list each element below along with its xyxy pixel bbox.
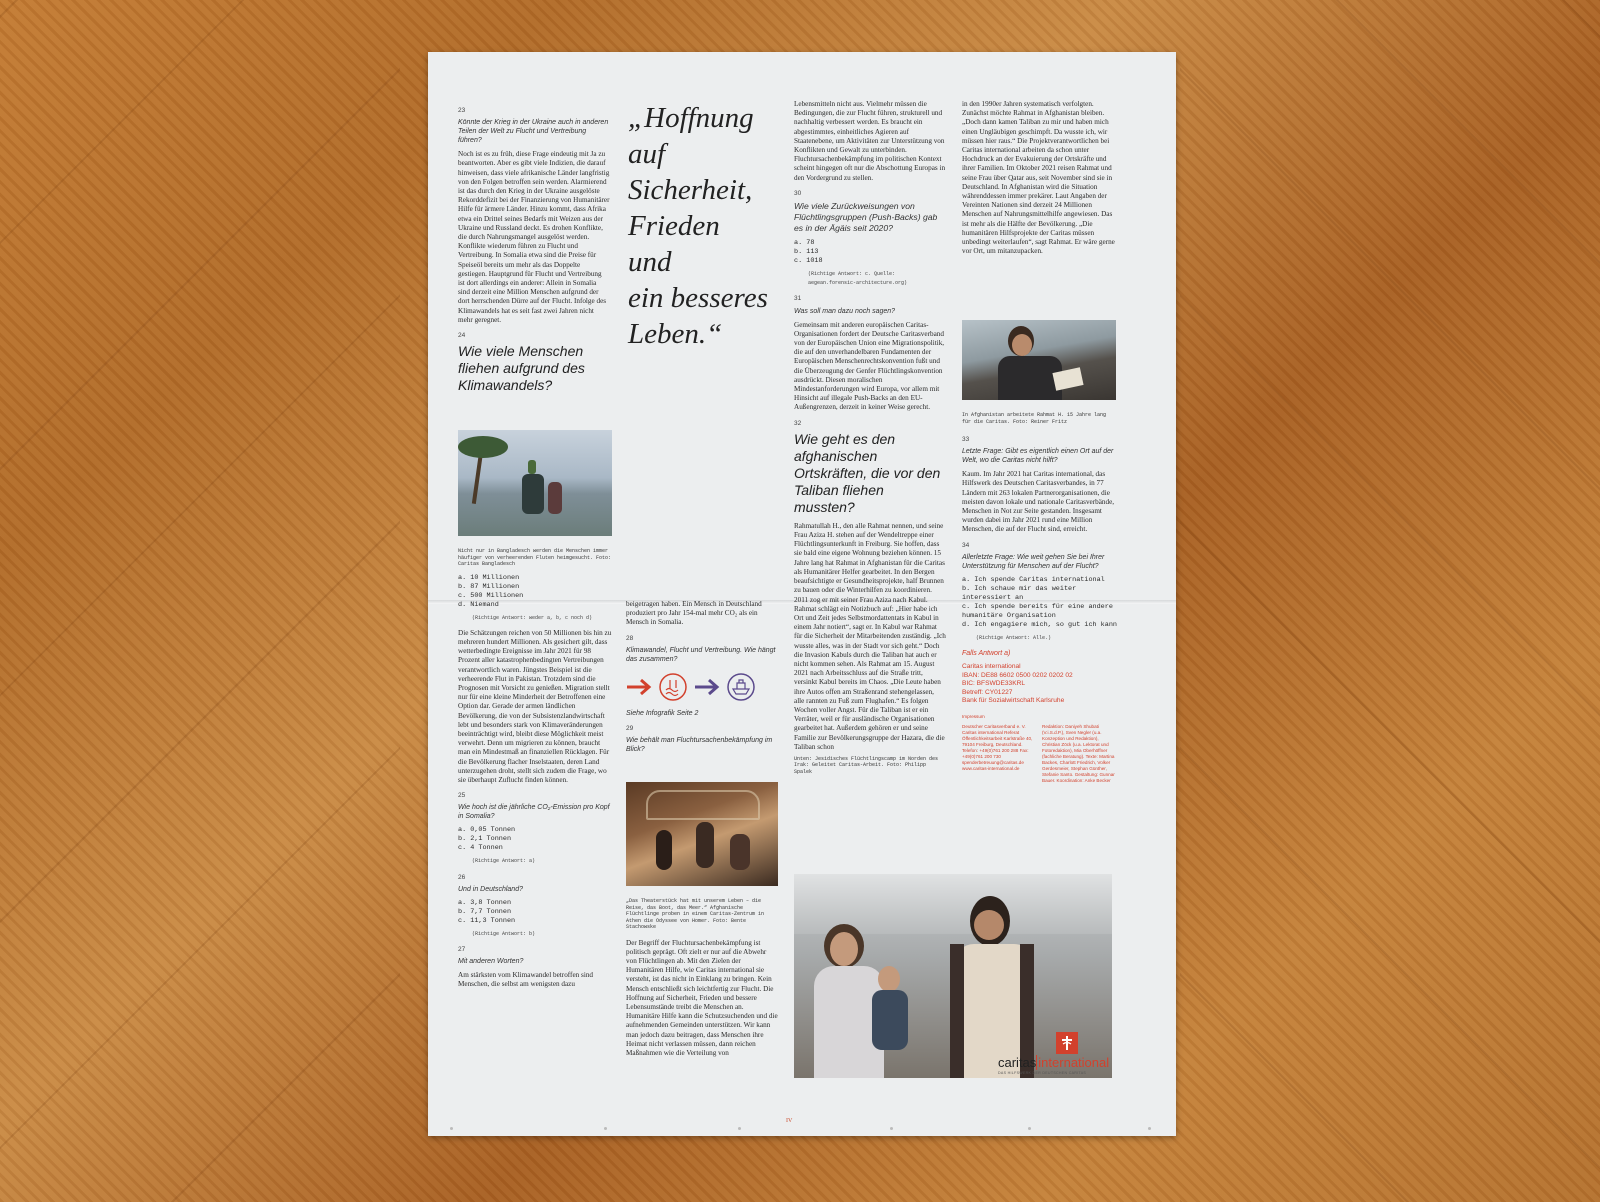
question-number: 24 [458,332,466,340]
pull-quote [628,100,788,352]
option: b. 87 Millionen [458,582,520,591]
answer-text-27: Am stärksten vom Klimawandel betroffen sind Menschen, die selbst am wenigsten dazu [458,971,594,989]
column-1-lower [458,548,612,994]
quote-line: Leben.“ [628,318,723,350]
options-24 [458,574,612,610]
perforation [1028,1127,1031,1130]
option: c. Ich spende bereits für eine andere humanitäre Organisation [962,602,1113,620]
option: c. 1018 [794,257,823,266]
question-number: 34 [962,541,970,549]
option: a. 3,8 Tonnen [458,898,512,907]
column-1 [458,100,610,400]
correct-answer: (Richtige Antwort: Alle.) [976,634,1052,641]
answer-text-27-cont: beigetragen haben. Ein Mensch in Deutschland produziert pro Jahr 154-mal mehr CO₂ als ein Mensch in Somalia. [626,600,762,627]
question-30: Wie viele Zurückweisungen von Flüchtlingsgruppen (Push-Backs) gab es in der Ägäis seit 2020? [794,201,938,234]
portrait-photo [962,320,1116,400]
logo-text-international: international [1038,1055,1110,1070]
answer-text-32: Rahmatullah H., den alle Rahmat nennen, und seine Frau Aziza H. stehen auf der Wendeltreppe einer Flüchtlingsunterkunft in Freiburg. Sie hoffen, dass sie bald eine eigene Wohnung beziehen können. 15 Jahre lang hat Rahmat in Afghanistan für die Caritas als Humanitärer Helfer gearbeitet. In den Bergen beaufsichtigte er Gesundheitsprojekte, half Brunnen zu bauen oder die Winterhilfen zu koordinieren. 2011 zog er mit seiner Frau Aziza nach Kabul. Rahmat schlägt ein Notizbuch auf: „Hier habe ich Ort und Zeit jedes Selbstmordattentats in Kabul in einem Jahr notiert“, sagt er. In Kabul war Rahmat für die Sicherheit der Mitarbeitenden zuständig. „Ich wusste alles, was in der Stadt vor sich geht.“ Doch die Invasion Kabuls durch die Taliban hat auch er nicht kommen sehen. Als Rahmat am 15. August 2021 nach Arbeitsschluss auf die Straße tritt, versinkt Kabul bereits im Chaos. „Die Leute haben ihre Autos offen am Straßenrand stehengelassen, alle rannten zu Fuß zum Flughafen.“ Es folgen Wochen voller Angst. Für die Taliban ist er ein Verräter, weil er für ausländische Organisationen gearbeitet hat. Außerdem gehören er und seine Familie zur Bevölkerungsgruppe der Hazara, die die Taliban schon [794,521,946,751]
options-34 [962,576,1118,630]
option: c. 11,3 Tonnen [458,916,516,925]
answer-text-33: Kaum. Im Jahr 2021 hat Caritas international, das Hilfswerk des Deutschen Caritasverbandes, in 77 Ländern mit 263 lokalen Partnerorganisationen, die meisten davon lokale und nationale Caritasverbände, Menschen in Not zur Seite gestanden. Insgesamt wurden dabei im Jahr 2021 rund eine Million Menschen, die auf der Flucht sind, erreicht. [962,470,1115,534]
option: a. Ich spende Caritas international [962,575,1105,584]
question-33: Letzte Frage: Gibt es eigentlich einen Ort auf der Welt, wo die Caritas nicht hilft? [962,448,1114,465]
wood-grain-right [1180,0,1600,1202]
arrow-purple-icon [694,678,720,696]
option: b. Ich schaue mir das weiter interessiert an [962,584,1077,602]
question-number: 31 [794,295,802,303]
photo-caption: Nicht nur in Bangladesch werden die Menschen immer häufiger von verheerenden Fluten heimgesucht. Foto: Caritas Bangladesch [458,548,612,567]
photo-caption: „Das Theaterstück hat mit unserem Leben – die Reise, das Boot, das Meer.“ Afghanische Flüchtlinge proben in einem Caritas-Zentrum in Athen die Odyssee von Homer. Foto: Bente Stachowske [626,898,765,930]
question-23: Könnte der Krieg in der Ukraine auch in anderen Teilen der Welt zu Flucht und Vertreibung führen? [458,119,609,145]
wood-grain-left [0,0,400,1202]
page-number: IV [786,1118,793,1124]
bank-line: IBAN: DE88 6602 0500 0202 0202 02 [962,671,1073,679]
correct-answer: (Richtige Antwort: a) [472,858,536,865]
bank-line: Caritas international [962,663,1021,671]
question-34: Allerletzte Frage: Wie weit gehen Sie bei Ihrer Unterstützung für Menschen auf der Flucht? [962,553,1105,570]
question-number: 29 [626,724,634,732]
question-number: 30 [794,189,802,197]
question-number: 25 [458,792,466,800]
flood-photo [458,430,612,536]
option: b. 7,7 Tonnen [458,907,512,916]
question-31: Was soll man dazu noch sagen? [794,307,896,315]
answer-text-32-cont: in den 1990er Jahren systematisch verfolgten. Zunächst möchte Rahmat in Afghanistan bleiben. „Doch dann kamen Taliban zu mir und haben mich einen Ungläubigen geschimpft. Da wusste ich, wir müssen hier raus.“ Die Projektverantwortlichen bei Caritas international arbeiten da schon unter Hochdruck an der Evakuierung der Ortskräfte und ihrer Familien. Im Oktober 2021 reisen Rahmat und seine Frau über Qatar aus, seit November sind sie in Deutschland. In Afghanistan wird die Situation währenddessen immer prekärer. Laut Angaben der Vereinten Nationen sind derzeit 24 Millionen Menschen auf Nahrungsmittelhilfe angewiesen. Das ist mehr als die Hälfte der Bevölkerung. „Die humanitären Hilfsprojekte der Caritas müssen unbedingt weiterlaufen“, sagt Rahmat. Er wäre gerne vor Ort, um mitanzupacken. [962,100,1115,256]
bank-details [962,663,1118,706]
question-26: Und in Deutschland? [458,885,523,893]
option: b. 113 [794,248,819,257]
options-25 [458,826,612,853]
correct-answer: (Richtige Antwort: b) [472,930,536,937]
quote-line: ein besseres [628,282,768,314]
photo-caption: Unten: Jesidisches Flüchtlingscamp im Norden des Irak: Geleitet Caritas-Arbeit. Foto: Philipp Spalek [794,755,939,775]
question-29: Wie behält man Fluchtursachenbekämpfung im Blick? [626,737,773,754]
question-number: 26 [458,873,466,881]
question-number: 32 [794,419,802,427]
option: c. 500 Millionen [458,591,524,600]
quote-line: Sicherheit, [628,174,753,206]
options-30 [794,239,946,266]
see-reference: Siehe Infografik Seite 2 [626,709,699,717]
question-27: Mit anderen Worten? [458,958,524,966]
question-number: 23 [458,107,466,114]
quote-line: „Hoffnung [628,102,754,134]
column-2-lower [626,898,778,1062]
correct-answer: (Richtige Antwort: weder a, b, c noch d) [472,614,593,621]
answer-text-31: Gemeinsam mit anderen europäischen Caritas-Organisationen fordert der Deutsche Caritasverband von der Europäischen Union eine Migrationspolitik, die auf den unverhandelbaren Fundamenten der Europäischen Menschenrechtskonvention fußt und die Überzeugung der Genfer Flüchtlingskonvention ausdrückt. Diesen moralischen Mindestanforderungen wird Europa, vor allem mit Hinsicht auf illegale Push-Backs an den EU-Außengrenzen, derzeit in keiner Weise gerecht. [794,320,945,412]
photo-caption: In Afghanistan arbeitete Rahmat H. 15 Jahre lang für die Caritas. Foto: Reiner Fritz [962,412,1107,425]
perforation [1148,1127,1151,1130]
answer-text-23: Noch ist es zu früh, diese Frage eindeutig mit Ja zu beantworten. Aber es gibt viele Indizien, die darauf hinweisen, dass viele afrikanische Länder langfristig von den Folgen betroffen sein werden. Alarmierend ist das durch den Krieg in der Ukraine ausgelöste Rekorddefizit bei der Finanzierung von Humanitärer Hilfe für ärmere Länder. Hinzu kommt, dass Afrika etwa ein Drittel seines Bedarfs mit Weizen aus der Ukraine und Russland deckt. Es drohen Konflikte, die durch Nahrungsmangel ausgelöst werden. Konflikte wiederum führen zu Flucht und Vertreibung. In Somalia etwa sind die Preise für Speiseöl bereits um mehr als das Doppelte gestiegen. Hauptgrund für Flucht und Vertreibung ist dort allerdings ein anderer: Allein in Somalia sind derzeit eine Million Menschen aufgrund der dort herrschenden Dürre auf der Flucht. Infolge des Klimawandels hat es seit fast zwei Jahren nicht mehr geregnet. [458,150,610,324]
options-26 [458,899,612,926]
if-answer-a: Falls Antwort a) [962,650,1011,658]
bank-line: Bank für Sozialwirtschaft Karlsruhe [962,697,1065,705]
infographic-strip [626,669,778,705]
impressum [962,714,1118,784]
impressum-credits: Redaktion: Daniyeh Shubati (V.i.S.d.P.), Sven Negler (u.a. Konzeption und Redaktion), Christian Zöck (u.a. Lektorat und Fotoredaktion), Mia Oberhöffner (fachliche Beratung). Texte: Martina Backes, Charlott Friedrich, Volker Gerdesmeier, Stephan Günther, Stefanie Santo. Gestaltung: Gunnar Bauer. Koordination: Anke Becker [1042,724,1115,783]
option: a. 0,05 Tonnen [458,826,516,835]
arrow-red-icon [626,678,652,696]
question-24-heading: Wie viele Menschen fliehen aufgrund des Klimawandels? [458,343,585,394]
impressum-address: Deutscher Caritasverband e. V. Caritas international Referat Öffentlichkeitsarbeit Karlstraße 40, 79104 Freiburg, Deutschland. Telefon: +49(0)761 200 288 Fax: +49(0)761 200 730 spenderbetreuung@caritas.de www.caritas-international.de [962,724,1033,771]
option: b. 2,1 Tonnen [458,835,512,844]
column-3 [794,100,946,775]
perforation [890,1127,893,1130]
flood-icon [658,672,688,702]
option: c. 4 Tonnen [458,844,503,853]
answer-text-24: Die Schätzungen reichen von 50 Millionen bis hin zu mehreren hundert Millionen. Als gesichert gilt, dass wetterbedingte Ereignisse im Jahr 2021 für 98 Prozent aller katastrophenbedingten Vertreibungen verantwortlich waren. Jüngstes Beispiel ist die verheerende Flut in Pakistan. Trotzdem sind die Prognosen mit Vorsicht zu genießen. Migration stellt nur für eine kleine Minderheit der Betroffenen eine Option dar. Gerade der armen ländlichen Bevölkerung, die von der Subsistenzlandwirtschaft lebt und besonders stark von Klimaveränderungen beeinträchtigt wird, bleibt diese Möglichkeit meist verwehrt. Denn um migrieren zu können, braucht man ein Mindestmaß an finanziellen Rücklagen. Für die Bevölkerung flacher Inselstaaten, deren Land unterzugehen droht, stellt sich zudem die Frage, wo sie überhaupt Zuflucht finden können. [458,628,612,784]
quote-line: auf [628,138,666,170]
option: d. Niemand [458,600,499,609]
question-28: Klimawandel, Flucht und Vertreibung. Wie hängt das zusammen? [626,646,776,663]
option: d. Ich engagiere mich, so gut ich kann [962,620,1117,629]
perforation [450,1127,453,1130]
option: a. 10 Millionen [458,573,520,582]
perforation [738,1127,741,1130]
answer-text-29: Der Begriff der Fluchtursachenbekämpfung ist politisch geprägt. Oft zielt er nur auf die Abwehr von Flüchtlingen ab. Mit den Zielen der Humanitären Hilfe, wie Caritas international sie versteht, ist das nicht in Einklang zu bringen. Kein Mensch entschließt sich leichtfertig zur Flucht. Die Hoffnung auf Sicherheit, Frieden und bessere Lebensumstände treibt die Menschen an. Humanitäre Hilfe kann die Schutzsuchenden und die aufnehmenden Gemeinden unterstützen. Wir kann man jedoch dazu beitragen, dass Menschen ihre Heimat nicht verlassen müssen, dann reichen Maßnahmen wie die Verteilung von [626,938,778,1057]
bank-line: Betreff: CY01227 [962,688,1013,696]
bank-line: BIC: BFSWDE33KRL [962,680,1026,688]
question-25: Wie hoch ist die jährliche CO₂-Emission pro Kopf in Somalia? [458,804,610,821]
column-4-lower [962,412,1118,784]
theater-photo [626,782,778,886]
quote-line: Frieden [628,210,720,242]
column-2 [626,600,778,759]
caritas-flame-icon [1056,1032,1078,1054]
correct-answer: (Richtige Antwort: c. Quelle: aegean.forensic-architecture.org) [808,271,908,287]
impressum-heading: Impressum [962,714,985,719]
question-number: 33 [962,436,970,443]
answer-text-29-cont: Lebensmitteln nicht aus. Vielmehr müssen die Bedingungen, die zur Flucht führen, strukturell und nachhaltig verbessert werden. Es braucht ein abgestimmtes, einheitliches Agieren auf Staatenebene, um Aktivitäten zur Unterstützung von Konflikten und Gewalt zu unterbinden. Fluchtursachenbekämpfung im politischen Kontext scheint hingegen oft nur die Abschottung Europas in den Vordergrund zu stellen. [794,100,946,182]
caritas-logo [998,1032,1108,1076]
column-4 [962,100,1118,260]
question-number: 27 [458,945,466,953]
perforation [604,1127,607,1130]
newspaper-page [428,52,1176,1136]
boat-icon [726,672,756,702]
question-number: 28 [626,634,634,642]
question-32-heading: Wie geht es den afghanischen Ortskräften, die vor den Taliban fliehen mussten? [794,430,941,515]
logo-text-caritas: caritas [998,1055,1037,1070]
logo-subtitle: DAS HILFSWERK DER DEUTSCHEN CARITAS [998,1071,1087,1075]
option: a. 78 [794,239,815,248]
quote-line: und [628,246,672,278]
